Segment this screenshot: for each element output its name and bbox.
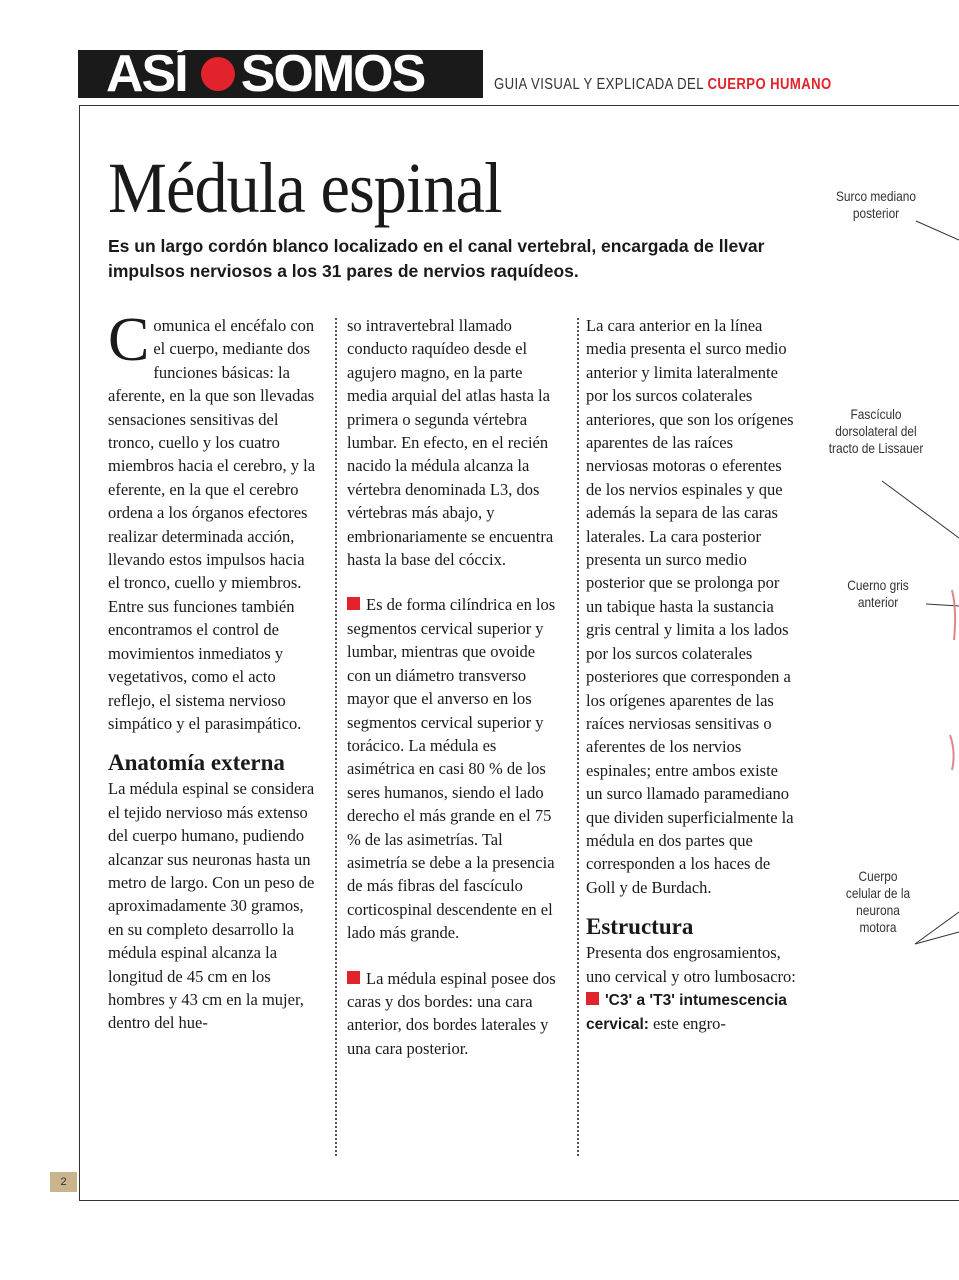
faces-paragraph: La médula espinal posee dos caras y dos bordes: una cara anterior, dos bordes laterales y una cara posterior. [347, 968, 556, 1058]
dropcap: C [108, 306, 150, 374]
logo-right-word: SOMOS [240, 45, 425, 103]
external-paragraph-b: so intravertebral llamado conducto raquídeo desde el agujero magno, en la parte media arquial del atlas hasta la primera o segunda vértebra lumbar. En efecto, en el recién nacido la médula alcanza la vértebra denominada L3, dos vértebras más abajo, y embrionariamente se encuentra hasta la base del cóccix. [347, 316, 554, 570]
external-paragraph-a: La médula espinal se considera el tejido nervioso más extenso del cuerpo humano, pudiendo alcanzar sus neuronas hasta un metro de largo. Con un peso de aproximadamente 30 gramos, en su completo desarrollo la médula espinal alcanza la longitud de 45 cm en los hombres y 43 cm en la mujer, dentro del hue- [108, 779, 315, 1033]
structure-paragraph: Presenta dos engrosamientos, uno cervical y otro lumbosacro: [586, 943, 796, 986]
leader-line [915, 912, 959, 944]
diagram-edge-fragment [952, 590, 955, 640]
shape-paragraph: Es de forma cilíndrica en los segmentos cervical superior y lumbar, mientras que ovoide con un diámetro transverso mayor que el anverso en los segmentos cervical superior y torácico. La médula es asimétrica en casi 80 % de los seres humanos, siendo el lado derecho el más grande en el 75 % de las asimetrías. Tal asimetría se debe a la presencia de más fibras del fascículo corticospinal descendente en el lado más grande. [347, 595, 556, 943]
leader-line [882, 481, 959, 538]
article-title: Médula espinal [108, 148, 502, 228]
page-number: 2 [50, 1172, 77, 1192]
article-lead: Es un largo cordón blanco localizado en el canal vertebral, encargada de llevar impulsos nerviosos a los 31 pares de nervios raquídeos. [108, 236, 765, 281]
label-cuerpo-celular: Cuerpo celular de la neurona motora [845, 868, 911, 935]
label-cuerno-gris: Cuerno gris anterior [847, 577, 909, 610]
tagline-prefix: GUIA VISUAL Y EXPLICADA DEL [494, 76, 708, 93]
intro-text: omunica el encéfalo con el cuerpo, mediante dos funciones básicas: la aferente, en la que son llevadas sensaciones sensitivas del tronco, cuello y los cuatro miembros hacia el cerebro, y la eferente, en la que el cerebro ordena a los órganos efectores realizar determinada acción, llevando estos impulsos hacia el tronco, cuello y miembros. Entre sus funciones también encontramos el control de movimientos inmediatos y vegetativos, como el acto reflejo, el sistema nervioso simpático y el parasimpático. [108, 316, 316, 733]
label-surco-mediano: Surco mediano posterior [835, 188, 917, 221]
tagline-highlight: CUERPO HUMANO [707, 76, 832, 93]
leader-line [915, 932, 959, 944]
heading-structure: Estructura [586, 914, 694, 940]
structure-item: 'C3' a 'T3' intumescencia cervical: este engro- [586, 991, 787, 1034]
diagram-edge-fragment [950, 735, 954, 770]
label-fasciculo: Fascículo dorsolateral del tracto de Lissauer [828, 406, 924, 456]
leader-line [916, 221, 959, 240]
anterior-paragraph: La cara anterior en la línea media presenta el surco medio anterior y limita lateralmente por los surcos colaterales anteriores, que son los orígenes aparentes de las raíces nerviosas motoras o eferentes de los nervios espinales y que además la separa de las caras laterales. La cara posterior presenta un surco medio posterior que se prolonga por un tabique hasta la sustancia gris central y limita a los lados por los surcos colaterales posteriores que corresponden a los orígenes aparentes de las raíces nerviosas sensitivas o aferentes de los nervios espinales; entre ambos existe un surco llamado paramediano que dividen superficialmente la médula en dos partes que corresponden a los haces de Goll y de Burdach. [586, 316, 794, 897]
heading-external-anatomy: Anatomía externa [108, 750, 285, 776]
logo-left-word: ASÍ [106, 45, 187, 103]
